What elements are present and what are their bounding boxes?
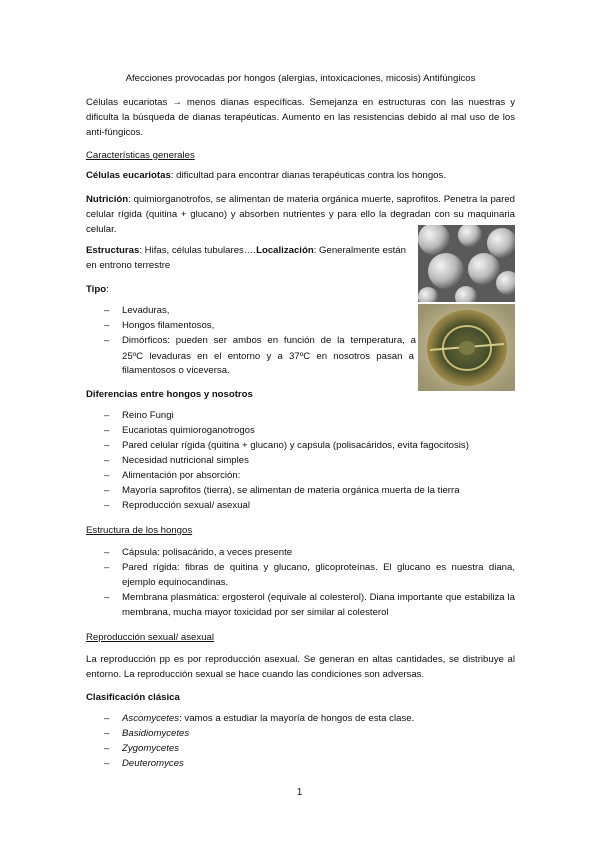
ascomycetes-name: Ascomycetes [122,713,180,724]
nutricion-label: Nutrición [86,194,129,205]
localizacion-line-2: en entrono terrestre [86,260,171,271]
list-item-text: Pared celular rígida (quitina + glucano) y capsula (polisacáridos, evita fagocitosis) [122,440,469,451]
list-item-text: Mayoría saprofitos (tierra), se alimentan de materia orgánica muerta de la tierra [122,485,460,496]
tipo-colon: : [106,284,109,295]
bullet-dash: – [104,410,110,421]
section-heading-estructura: Estructura de los hongos [86,525,193,536]
list-item-text: Cápsula: polisacárido, a veces presente [122,547,293,558]
section-heading-diferencias: Diferencias entre hongos y nosotros [86,389,253,400]
eucariotas-label: Células eucariotas [86,170,171,181]
list-item-text: Levaduras, [122,305,170,316]
list-item-text: Reino Fungi [122,410,174,421]
estructuras-label: Estructuras [86,245,140,256]
bullet-dash: – [104,305,110,316]
bullet-dash: – [104,758,110,769]
list-item-text: Zygomycetes [122,743,180,754]
bullet-dash: – [104,455,110,466]
section-heading-reproduccion: Reproducción sexual/ asexual [86,632,214,643]
estructuras-text: : Hifas, células tubulares…. [139,245,257,256]
list-item-text: Necesidad nutricional simples [122,455,249,466]
dimorficos-line-3: filamentosos o viceversa. [122,365,230,376]
fungal-colony-image [418,304,515,391]
list-item-text: Deuteromyces [122,758,184,769]
localizacion-text: : Generalmente están [313,245,406,256]
localizacion-label: Localización [256,245,314,256]
yeast-cells-graphic [418,225,515,302]
intro-paragraph: Células eucariotas → menos dianas específicas. Semejanza en estructuras con las nuestras y dificulta la búsqueda de dianas terapéuticas. Aumento en las resistencias debido al mal uso de los anti-fúngicos. [86,97,515,138]
page-number: 1 [296,787,303,798]
bullet-dash: – [104,562,110,573]
bullet-dash: – [104,440,110,451]
list-item-text: Alimentación por absorción: [122,470,241,481]
bullet-dash: – [104,320,110,331]
bullet-dash: – [104,470,110,481]
section-heading-caracteristicas: Características generales [86,150,195,161]
list-item-text [122,712,414,727]
list-item-text: Pared rígida: fibras de quitina y glucano, glicoproteínas. El glucano es nuestra diana, ejemplo equinocandinas. [122,562,515,588]
eucariotas-line [86,168,446,183]
bullet-dash: – [104,728,110,739]
list-item-text: Hongos filamentosos, [122,320,215,331]
page-title: Afecciones provocadas por hongos (alergias, intoxicaciones, micosis) Antifúngicos [125,73,476,84]
bullet-dash: – [104,592,110,603]
tipo-label: Tipo [86,284,107,295]
ascomycetes-desc: : vamos a estudiar la mayoría de hongos de esta clase. [179,713,415,724]
bullet-dash: – [104,500,110,511]
list-item-text: Basidiomycetes [122,728,190,739]
bullet-dash: – [104,713,110,724]
estructuras-line [86,243,406,258]
yeast-micrograph-image [418,225,515,302]
bullet-dash: – [104,425,110,436]
list-item-text: Reproducción sexual/ asexual [122,500,250,511]
bullet-dash: – [104,743,110,754]
reproduccion-paragraph: La reproducción pp es por reproducción asexual. Se generan en altas cantidades, se distribuye al entorno. La reproducción sexual se hace cuando las condiciones son adversas. [86,654,515,680]
eucariotas-text: : dificultad para encontrar dianas terapéuticas contra los hongos. [170,170,446,181]
fungal-colony-graphic [418,304,515,391]
dimorficos-line-2: 25ºC levaduras en el entorno y a 37ºC en nosotros pasan a [122,351,414,362]
nutricion-text: : quimiorganotrofos, se alimentan de materia orgánica muerte, saprofitos. Penetra la pared celular rígida (quitina + glucano) y absorben nutrientes y para ello la degradan con su maquinaria celular. [86,194,515,235]
dimorficos-line-1: Dimórficos: pueden ser ambos en función de la temperatura, a [122,335,416,346]
tipo-heading [86,282,109,297]
bullet-dash: – [104,485,110,496]
bullet-dash: – [104,547,110,558]
list-item-text: Membrana plasmática: ergosterol (equivale al colesterol). Diana importante que estabiliza la membrana, mucha mayor toxicidad por ser similar al colesterol [122,592,515,618]
bullet-dash: – [104,335,110,346]
list-item-text: Eucariotas quimioroganotrogos [122,425,255,436]
section-heading-clasificacion: Clasificación clásica [86,692,180,703]
